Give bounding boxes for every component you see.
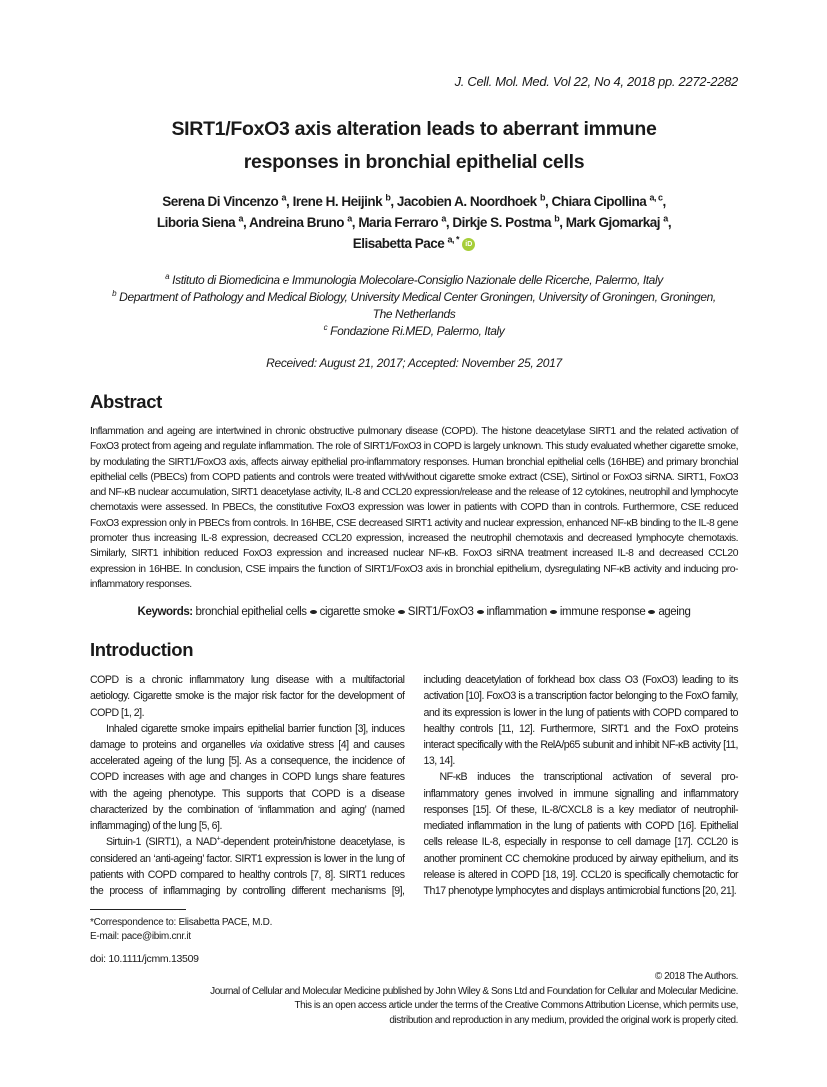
text-run: -dependent protein/histone deacetylase, is considered an ‘anti-ageing’ factor. SIRT1 expression is lower in the lung of patients with COPD compared to healthy controls [7, 8]. SIRT1 reduces the process of inflammaging by controlling different mechanisms [9], including deacetylation of forkhead box class O3 (FoxO3) leading to its activation [10]. FoxO3 is a transcription factor belonging to the FoxO family, and its expression is lower in the lung of patients with COPD compared to healthy controls [11, 12]. Furthermore, SIRT1 and the FoxO proteins interact specifically with the RelA/p65 subunit and inhibit NF-κB activity [11, 13, 14].	[90, 674, 738, 897]
copyright-line: © 2018 The Authors.	[654, 971, 738, 983]
author-name: Andreina Bruno	[249, 215, 345, 230]
copyright-line: distribution and reproduction in any medium, provided the original work is properly cited.	[389, 1014, 738, 1026]
correspondence: *Correspondence to: Elisabetta PACE, M.D.	[90, 917, 273, 929]
author-list: Serena Di Vincenzo $^a$, Irene H. Heijink $^b$, Jacobien A. Noordhoek $^b$, Chiara Cipollina $^{a, c}$, Liboria Siena $^a$, Andreina Bruno $^a$, Maria Ferraro $^a$, Dirkje S. Postma $^b$, Mark Gjomarkaj $^a$, Elisabetta Pace $^{a, *}$ iD	[156, 192, 672, 251]
affiliations	[60, 272, 768, 340]
keyword: cigarette smoke	[319, 606, 395, 619]
author-name: Elisabetta Pace	[352, 236, 445, 251]
affiliation-marker: a	[238, 213, 243, 224]
title-line: responses in bronchial epithelial cells	[243, 151, 585, 173]
affiliation-key: a	[165, 272, 170, 281]
text-run: +	[216, 835, 221, 843]
author-name: Jacobien A. Noordhoek	[396, 194, 537, 209]
text-run: oxidative stress [4] and causes accelerated ageing of the lung [5]. As a consequence, the incidence of COPD increases with age and changes in COPD lungs share features with the ageing phenotype. This supports that COPD is a disease characterized by the combination of ‘inflammation and aging’ (named inflammaging) of the lung [5, 6].	[90, 739, 405, 833]
author-name: Liboria Siena	[156, 215, 236, 230]
author-name: Serena Di Vincenzo	[162, 194, 279, 209]
bullet-icon	[648, 610, 655, 614]
keyword: SIRT1/FoxO3	[407, 606, 474, 619]
keyword: ageing	[658, 606, 691, 619]
received-dates: Received: August 21, 2017; Accepted: November 25, 2017	[266, 356, 562, 370]
paragraph: NF-κB induces the transcriptional activation of several pro-inflammatory genes involved in immune signalling and inflammatory responses [15]. Of these, IL-8/CXCL8 is a key mediator of neutrophil-mediated inflammation in the lung of patients with COPD [16]. Epithelial cells release IL-8, especially in response to cell damage [17]. CCL20 is another prominent CC chemokine produced by airway epithelium, and its release is altered in COPD [18, 19]. CCL20 is specifically chemotactic for Th17 phenotype lymphocytes and displays antimicrobial functions [20, 21].	[423, 771, 738, 897]
email-link[interactable]: E-mail: pace@ibim.cnr.it	[90, 931, 191, 943]
copyright-line: This is an open access article under the terms of the Creative Commons Attribution License, which permits use,	[294, 1000, 738, 1012]
title-line: SIRT1/FoxO3 axis alteration leads to aberrant immune	[171, 118, 657, 140]
affiliation-key: b	[112, 289, 117, 298]
article-page	[90, 0, 738, 1042]
bullet-icon	[550, 610, 557, 614]
keywords-label: Keywords:	[137, 606, 193, 619]
journal-reference: J. Cell. Mol. Med. Vol 22, No 4, 2018 pp. 2272-2282	[454, 74, 738, 89]
affiliation-marker: a	[347, 213, 352, 224]
author-name: Mark Gjomarkaj	[565, 215, 661, 230]
introduction-heading: Introduction	[90, 639, 194, 661]
paragraph: COPD is a chronic inflammatory lung disease with a multifactorial aetiology. Cigarette smoke is the major risk factor for the development of COPD [1, 2].	[90, 674, 405, 719]
bullet-icon	[477, 610, 484, 614]
affiliation-key: c	[323, 323, 328, 332]
text-run: Sirtuin-1 (SIRT1), a NAD	[106, 836, 217, 849]
text-run: via	[249, 739, 262, 752]
keywords	[90, 604, 738, 620]
copyright-line: Journal of Cellular and Molecular Medicine published by John Wiley & Sons Ltd and Foundation for Cellular and Molecular Medicine.	[210, 985, 738, 997]
affiliation-marker: a	[441, 213, 446, 224]
author-name: Dirkje S. Postma	[452, 215, 551, 230]
introduction-body	[90, 672, 738, 899]
bullet-icon	[310, 610, 317, 614]
author-name: Chiara Cipollina	[551, 194, 647, 209]
abstract-text: Inflammation and ageing are intertwined in chronic obstructive pulmonary disease (COPD). The histone deacetylase SIRT1 and the related activation of FoxO3 protect from ageing and regulate inflammation. The role of SIRT1/FoxO3 in COPD is largely unknown. This study evaluated whether cigarette smoke, by modulating the SIRT1/FoxO3 axis, affects airway epithelial pro-inflammatory responses. Human bronchial epithelial cells (16HBE) and primary bronchial epithelial cells (PBECs) from COPD patients and controls were treated with/without cigarette smoke extract (CSE), Sirtinol or FoxO3 siRNA. SIRT1, FoxO3 and NF-κB nuclear accumulation, SIRT1 deacetylase activity, IL-8 and CCL20 expression/release and the release of 12 cytokines, neutrophil and lymphocyte chemotaxis were assessed. In PBECs, the constitutive FoxO3 expression was lower in patients with COPD than in controls. Furthermore, CSE reduced FoxO3 expression only in PBECs from controls. In 16HBE, CSE decreased SIRT1 activity and nuclear expression, enhanced NF-κB binding to the IL-8 gene promoter thus increasing IL-8 expression, decreased CCL20 expression, increased the neutrophil chemotaxis and decreased lymphocyte chemotaxis. Similarly, SIRT1 inhibition reduced FoxO3 expression and increased nuclear NF-κB. FoxO3 siRNA treatment increased IL-8 and decreased CCL20 expression in 16HBE. In conclusion, CSE impairs the function of SIRT1/FoxO3 axis in bronchial epithelium, dysregulating NF-κB activity and inducing pro-inflammatory responses.	[90, 426, 738, 590]
text-run: Inhaled cigarette smoke impairs epithelial barrier function [3], induces damage to proteins and organelles	[90, 722, 405, 752]
affiliation-marker: a	[663, 213, 668, 224]
affiliation-marker: b	[539, 192, 545, 203]
affiliation-marker: b	[554, 213, 560, 224]
orcid-icon[interactable]: iD	[462, 238, 475, 251]
keyword: inflammation	[486, 606, 547, 619]
keyword: bronchial epithelial cells	[195, 606, 307, 619]
affiliation-marker: a, *	[447, 234, 460, 245]
copyright-notice	[90, 970, 738, 1028]
affiliation-marker: a, c	[649, 192, 663, 203]
affiliation: Fondazione Ri.MED, Palermo, Italy	[330, 324, 505, 338]
affiliation-marker: a	[281, 192, 287, 203]
footnote-divider	[90, 909, 186, 910]
affiliation: Department of Pathology and Medical Biology, University Medical Center Groningen, University of Groningen, Groningen,	[119, 290, 716, 304]
bullet-icon	[398, 610, 405, 614]
paragraph	[90, 721, 405, 834]
article-title	[90, 113, 738, 179]
author-name: Irene H. Heijink	[292, 194, 383, 209]
doi-link[interactable]: doi: 10.1111/jcmm.13509	[90, 953, 199, 966]
affiliation: The Netherlands	[372, 307, 456, 321]
affiliation: Istituto di Biomedicina e Immunologia Molecolare-Consiglio Nazionale delle Ricerche, Palermo, Italy	[172, 273, 663, 287]
author-name: Maria Ferraro	[358, 215, 439, 230]
keyword: immune response	[559, 606, 646, 619]
abstract-heading: Abstract	[90, 391, 162, 412]
affiliation-marker: b	[385, 192, 391, 203]
footnote	[90, 916, 738, 944]
